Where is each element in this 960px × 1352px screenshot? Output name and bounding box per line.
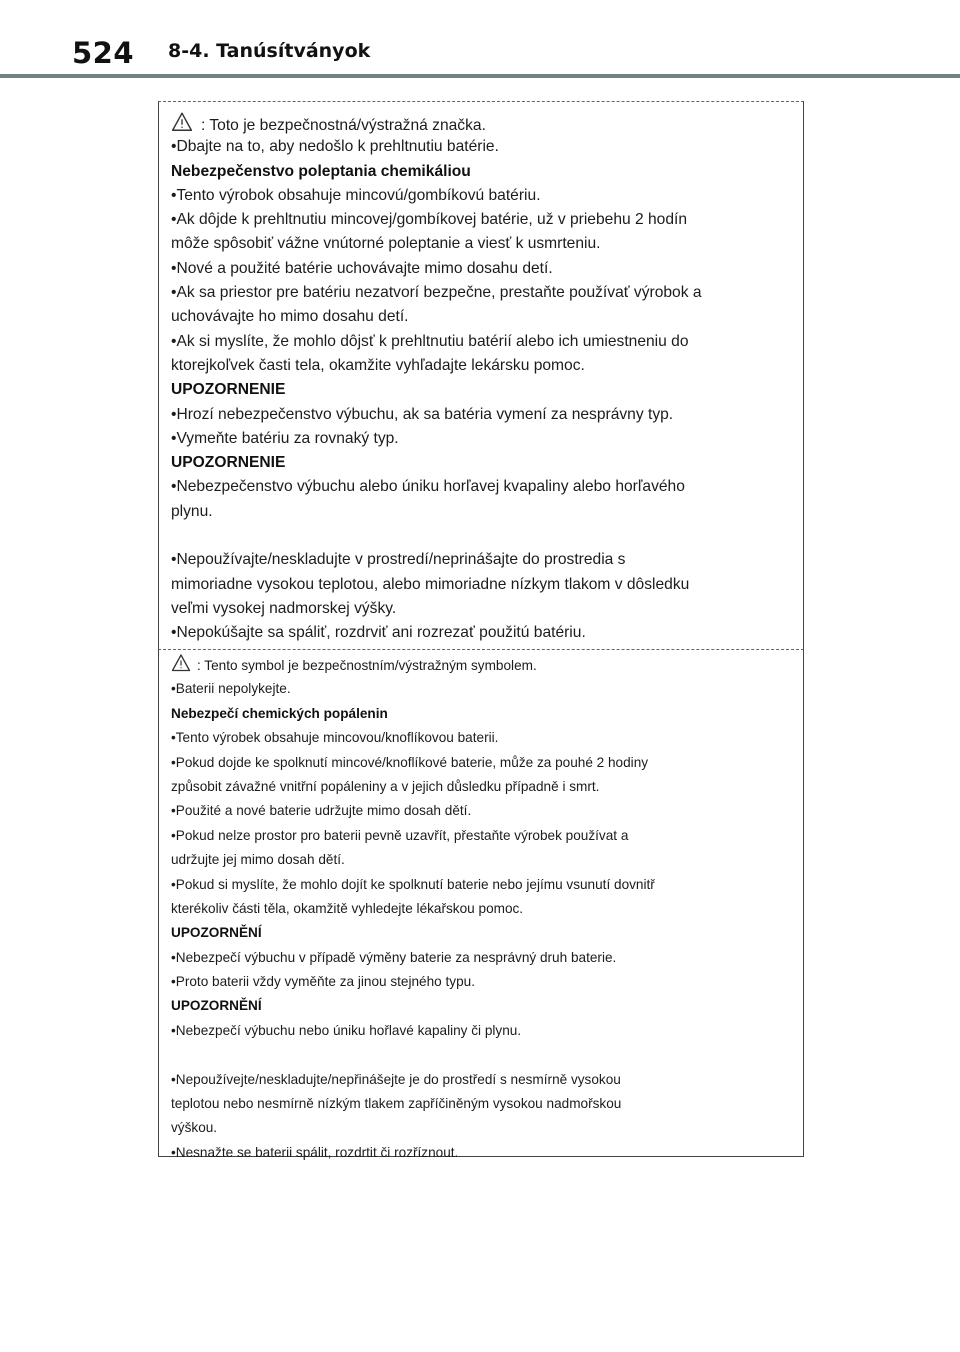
line-text: •Baterii nepolykejte. <box>171 681 291 697</box>
line-text: •Nebezpečí výbuchu nebo úniku hořlavé kapaliny či plynu. <box>171 1022 522 1038</box>
line-text: : Tento symbol je bezpečnostním/výstražným symbolem. <box>197 658 537 673</box>
text-line <box>171 726 795 750</box>
text-line <box>171 330 795 354</box>
line-text: •Hrozí nebezpečenstvo výbuchu, ak sa batéria vymení za nesprávny typ. <box>171 405 674 423</box>
line-text: •Ak si myslíte, že mohlo dôjsť k prehltnutiu batérií alebo ich umiestneniu do <box>171 332 689 350</box>
warning-heading <box>171 378 795 402</box>
line-text: •Pokud dojde ke spolknutí mincové/knoflíkové baterie, může za pouhé 2 hodiny <box>171 754 649 770</box>
line-text: •Ak dôjde k prehltnutiu mincovej/gombíkovej batérie, už v priebehu 2 hodín <box>171 211 688 229</box>
line-text: •Dbajte na to, aby nedošlo k prehltnutiu batérie. <box>171 138 499 156</box>
text-line <box>171 403 795 427</box>
line-text: môže spôsobiť vážne vnútorné poleptanie a viesť k usmrteniu. <box>171 235 601 253</box>
line-text: •Proto baterii vždy vyměňte za jinou stejného typu. <box>171 974 475 990</box>
text-line <box>171 897 795 921</box>
line-text: veľmi vysokej nadmorskej výšky. <box>171 599 397 617</box>
line-text: UPOZORNĚNÍ <box>171 925 262 941</box>
text-line <box>171 232 795 256</box>
text-line <box>171 677 795 701</box>
text-line <box>171 524 795 548</box>
czech-warning-text <box>171 653 795 1165</box>
line-text: uchovávajte ho mimo dosahu detí. <box>171 308 409 326</box>
text-line <box>171 873 795 897</box>
slovak-warning-text <box>171 111 795 646</box>
text-line <box>171 475 795 499</box>
line-text: Nebezpečenstvo poleptania chemikáliou <box>171 162 471 180</box>
line-text: UPOZORNENIE <box>171 454 286 472</box>
text-line <box>171 1116 795 1140</box>
text-line <box>171 1092 795 1116</box>
line-text: UPOZORNĚNÍ <box>171 998 262 1014</box>
line-text: Nebezpečí chemických popálenin <box>171 705 388 721</box>
line-text: udržujte jej mimo dosah dětí. <box>171 852 345 868</box>
warning-heading <box>171 451 795 475</box>
page-header <box>0 0 960 80</box>
line-text: plynu. <box>171 502 213 520</box>
line-text: •Nebezpečí výbuchu v případě výměny baterie za nesprávný druh baterie. <box>171 949 617 965</box>
line-text: výškou. <box>171 1120 218 1136</box>
line-text: teplotou nebo nesmírně nízkým tlakem zapříčiněným vysokou nadmořskou <box>171 1096 622 1112</box>
text-line <box>171 257 795 281</box>
line-text: •Pokud nelze prostor pro baterii pevně uzavřít, přestaňte výrobek používat a <box>171 827 629 843</box>
text-line <box>171 1141 795 1165</box>
line-text: : Toto je bezpečnostná/výstražná značka. <box>201 117 486 134</box>
text-line <box>171 653 795 677</box>
text-line <box>171 281 795 305</box>
text-line <box>171 1043 795 1067</box>
line-text: •Nebezpečenstvo výbuchu alebo úniku horľavej kvapaliny alebo horľavého <box>171 478 685 496</box>
line-text: •Nepokúšajte sa spáliť, rozdrviť ani rozrezať použitú batériu. <box>171 624 586 642</box>
line-text: ktorejkoľvek časti tela, okamžite vyhľadajte lekársku pomoc. <box>171 356 585 374</box>
page-number: 524 <box>72 36 135 70</box>
text-line <box>171 848 795 872</box>
warning-heading <box>171 921 795 945</box>
text-line <box>171 500 795 524</box>
line-text: •Nepoužívejte/neskladujte/nepřinášejte je do prostředí s nesmírně vysokou <box>171 1071 621 1087</box>
text-line <box>171 427 795 451</box>
line-text: UPOZORNENIE <box>171 381 286 399</box>
text-line <box>171 1068 795 1092</box>
line-text: •Tento výrobek obsahuje mincovou/knoflíkovou baterii. <box>171 730 499 746</box>
text-line <box>171 824 795 848</box>
line-text: •Pokud si myslíte, že mohlo dojít ke spolknutí baterie nebo jejímu vsunutí dovnitř <box>171 876 655 892</box>
header-divider <box>0 74 960 78</box>
line-text: •Nepoužívajte/neskladujte v prostredí/neprinášajte do prostredia s <box>171 551 626 569</box>
text-line <box>171 111 795 135</box>
text-line <box>171 799 795 823</box>
text-line <box>171 1019 795 1043</box>
line-text: •Nové a použité batérie uchovávajte mimo dosahu detí. <box>171 259 553 277</box>
line-text: •Ak sa priestor pre batériu nezatvorí bezpečne, prestaňte používať výrobok a <box>171 284 702 302</box>
text-line <box>171 184 795 208</box>
line-text: mimoriadne vysokou teplotou, alebo mimoriadne nízkym tlakom v dôsledku <box>171 575 690 593</box>
line-text: způsobit závažné vnitřní popáleniny a v jejich důsledku případně i smrt. <box>171 778 600 794</box>
text-line <box>171 621 795 645</box>
line-text: kterékoliv části těla, okamžitě vyhledejte lékařskou pomoc. <box>171 900 524 916</box>
text-line <box>171 573 795 597</box>
czech-warning-box <box>158 649 804 1160</box>
text-line <box>171 970 795 994</box>
text-line <box>171 305 795 329</box>
text-line <box>171 548 795 572</box>
line-text: •Vymeňte batériu za rovnaký typ. <box>171 429 399 447</box>
warning-heading <box>171 702 795 726</box>
line-text: •Použité a nové baterie udržujte mimo dosah dětí. <box>171 803 472 819</box>
text-line <box>171 354 795 378</box>
line-text: •Tento výrobok obsahuje mincovú/gombíkovú batériu. <box>171 186 541 204</box>
warning-heading <box>171 160 795 184</box>
text-line <box>171 135 795 159</box>
section-title: 8-4. Tanúsítványok <box>168 40 371 62</box>
text-line <box>171 208 795 232</box>
slovak-warning-box <box>158 101 804 649</box>
line-text: •Nesnažte se baterii spálit, rozdrtit či rozříznout. <box>171 1144 459 1160</box>
text-line <box>171 751 795 775</box>
text-line <box>171 946 795 970</box>
text-line <box>171 775 795 799</box>
text-line <box>171 597 795 621</box>
warning-heading <box>171 994 795 1018</box>
